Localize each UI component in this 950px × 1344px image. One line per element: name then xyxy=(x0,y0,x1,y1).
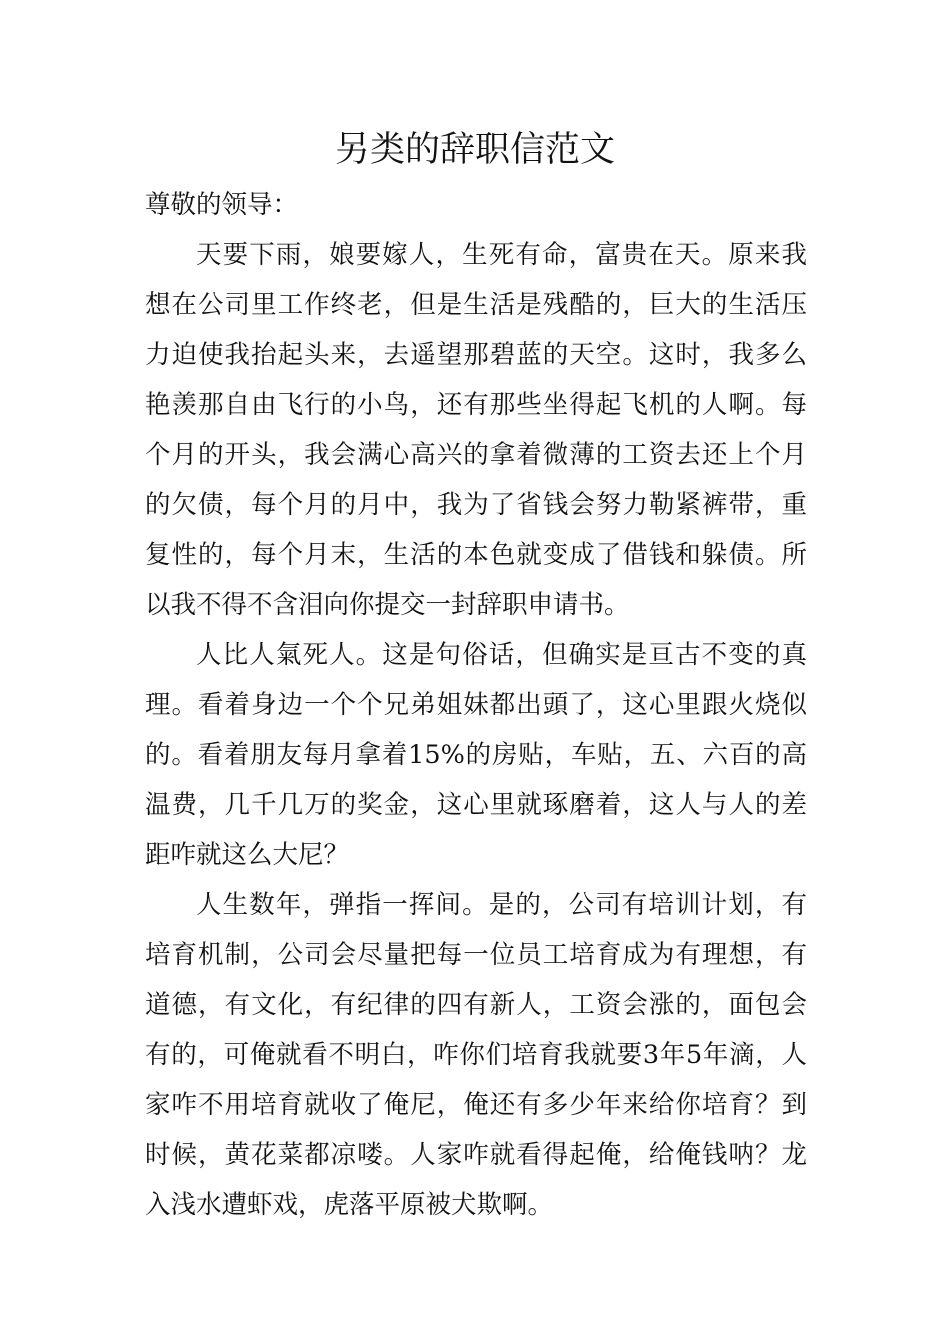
paragraph-1: 天要下雨，娘要嫁人，生死有命，富贵在天。原来我想在公司里工作终老，但是生活是残酷的，巨大的生活压力迫使我抬起头来，去遥望那碧蓝的天空。这时，我多么艳羡那自由飞行的小鸟，还有那些坐得起飞机的人啊。每个月的开头，我会满心高兴的拿着微薄的工资去还上个月的欠债，每个月的月中，我为了省钱会努力勒紧裤带，重复性的，每个月末，生活的本色就变成了借钱和躲债。所以我不得不含泪向你提交一封辞职申请书。 xyxy=(145,240,807,620)
paragraph-2: 人比人氣死人。这是句俗话，但确实是亘古不变的真理。看着身边一个个兄弟姐妹都出頭了，这心里跟火烧似的。看着朋友每月拿着15%的房贴，车贴，五、六百的高温费，几千几万的奖金，这心里就琢磨着，这人与人的差距咋就这么大尼？ xyxy=(145,640,807,870)
paragraph-3: 人生数年，弹指一挥间。是的，公司有培训计划，有培育机制，公司会尽量把每一位员工培育成为有理想，有道德，有文化，有纪律的四有新人，工资会涨的，面包会有的，可俺就看不明白，咋你们培育我就要3年5年滴，人家咋不用培育就收了俺尼，俺还有多少年来给你培育？到时候，黄花菜都凉喽。人家咋就看得起俺，给俺钱呐？龙入浅水遭虾戏，虎落平原被犬欺啊。 xyxy=(145,890,807,1220)
document-body xyxy=(145,180,807,1230)
document-title: 另类的辞职信范文 xyxy=(334,130,615,170)
salutation: 尊敬的领导： xyxy=(145,190,299,220)
